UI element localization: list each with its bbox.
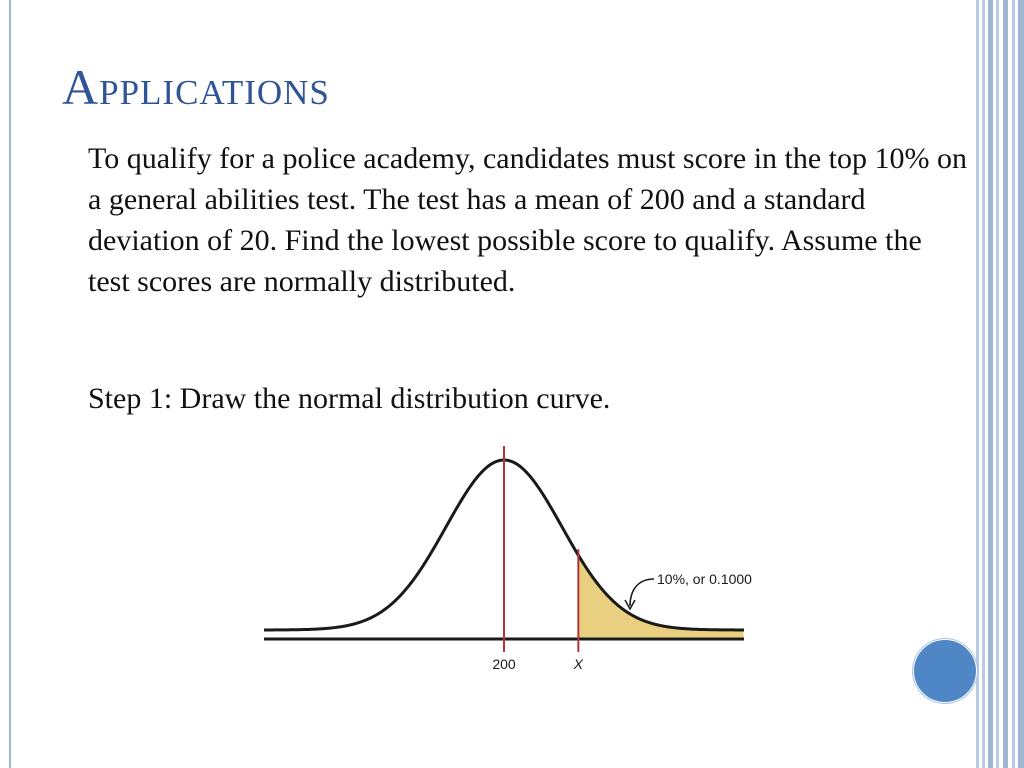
cutoff-tick-label: X [573, 656, 584, 672]
normal-distribution-figure [258, 440, 758, 680]
normal-curve-svg [258, 440, 758, 680]
tail-annotation: 10%, or 0.1000 [657, 571, 752, 587]
right-decorative-stripes [976, 0, 1024, 768]
slide-title: Applications [62, 59, 330, 115]
problem-statement: To qualify for a police academy, candidates must score in the top 10% on a general abilities test. The test has a mean of 200 and a standard deviation of 20. Find the lowest possible score to qualify. Assume the test scores are normally distributed. [88, 142, 968, 298]
left-border-rule [9, 0, 11, 768]
step-instruction: Step 1: Draw the normal distribution curve. [88, 382, 611, 415]
accent-circle [913, 639, 977, 703]
mean-tick-label: 200 [492, 656, 516, 672]
